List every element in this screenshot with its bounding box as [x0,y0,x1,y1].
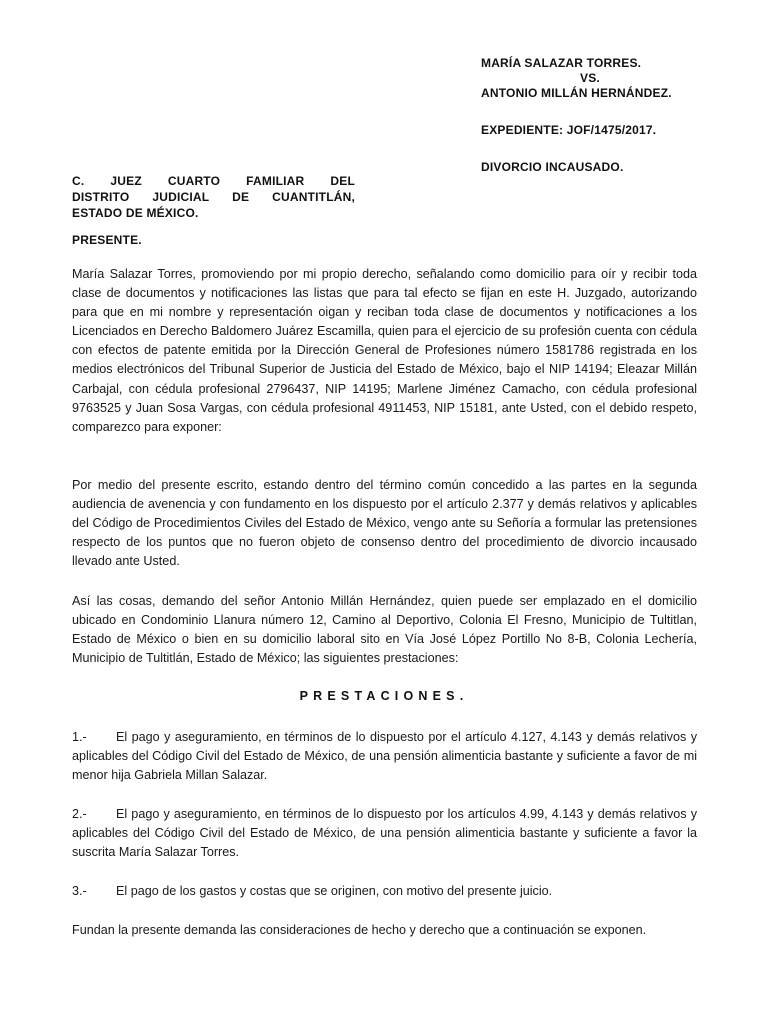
header-spacer [481,101,751,123]
closing-paragraph: Fundan la presente demanda las consideraciones de hecho y derecho que a continuación se exponen. [72,923,647,937]
section-title: PRESTACIONES. [299,689,469,703]
prestacion-item [72,882,697,901]
prestacion-item [72,728,697,785]
versus-label: VS. [580,71,600,85]
item-number: 2.- [72,807,87,821]
case-header [481,56,751,175]
case-file-number: EXPEDIENTE: JOF/1475/2017. [481,123,657,137]
item-text: El pago de los gastos y costas que se originen, con motivo del presente juicio. [116,884,553,898]
defendant-name: ANTONIO MILLÁN HERNÁNDEZ. [481,86,672,100]
third-paragraph: Así las cosas, demando del señor Antonio Millán Hernández, quien puede ser emplazado en el domicilio ubicado en Condominio Llanura número 12, Camino al Deportivo, Colonia El Fresno, Municipio de Tultitlan, Estado de México o bien en su domicilio laboral sito en Vía José López Portillo No 8-B, Colonia Lechería, Municipio de Tultitlán, Estado de México; las siguientes prestaciones: [72,594,697,666]
second-paragraph: Por medio del presente escrito, estando dentro del término común concedido a las partes en la segunda audiencia de avenencia y con fundamento en los dispuesto por el artículo 2.377 y demás relativos y aplicables del Código de Procedimientos Civiles del Estado de México, vengo ante su Señoría a formular las pretensiones respecto de los puntos que no fueron objeto de consenso dentro del procedimiento de divorcio incausado llevado ante Usted. [72,478,697,569]
prestacion-item [72,805,697,862]
header-spacer [481,138,751,160]
plaintiff-name: MARÍA SALAZAR TORRES. [481,56,642,70]
item-number: 1.- [72,730,87,744]
case-type: DIVORCIO INCAUSADO. [481,160,624,174]
addressee-line-1: C. JUEZ CUARTO FAMILIAR DEL [72,174,355,188]
item-text: El pago y aseguramiento, en términos de lo dispuesto por los artículos 4.99, 4.143 y demás relativos y aplicables del Código Civil del Estado de México, de una pensión alimenticia bastante y suficiente a favor la suscrita María Salazar Torres. [72,807,697,860]
addressee-line-2: DISTRITO JUDICIAL DE CUANTITLÁN, [72,190,355,204]
addressee-line-3: ESTADO DE MÉXICO. [72,206,199,220]
intro-paragraph: María Salazar Torres, promoviendo por mi propio derecho, señalando como domicilio para oír y recibir toda clase de documentos y notificaciones las listas que para tal efecto se fijan en este H. Juzgado, autorizando para que en mi nombre y representación oigan y reciban toda clase de documentos y notificaciones a los Licenciados en Derecho Baldomero Juárez Escamilla, quien para el ejercicio de su profesión cuenta con cédula con efectos de patente emitida por la Dirección General de Profesiones número 1581786 registrada en los medios electrónicos del Tribunal Superior de Justicia del Estado de México, bajo el NIP 14194; Eleazar Millán Carbajal, con cédula profesional 2796437, NIP 14195; Marlene Jiménez Camacho, con cédula profesional 9763525 y Juan Sosa Vargas, con cédula profesional 4911453, NIP 15181, ante Usted, con el debido respeto, comparezco para exponer: [72,267,697,434]
addressee-block [72,173,355,221]
item-number: 3.- [72,884,87,898]
item-text: El pago y aseguramiento, en términos de lo dispuesto por el artículo 4.127, 4.143 y demás relativos y aplicables del Código Civil del Estado de México, de una pensión alimenticia bastante y suficiente a favor de mi menor hija Gabriela Millan Salazar. [72,730,697,783]
greeting: PRESENTE. [72,233,142,247]
